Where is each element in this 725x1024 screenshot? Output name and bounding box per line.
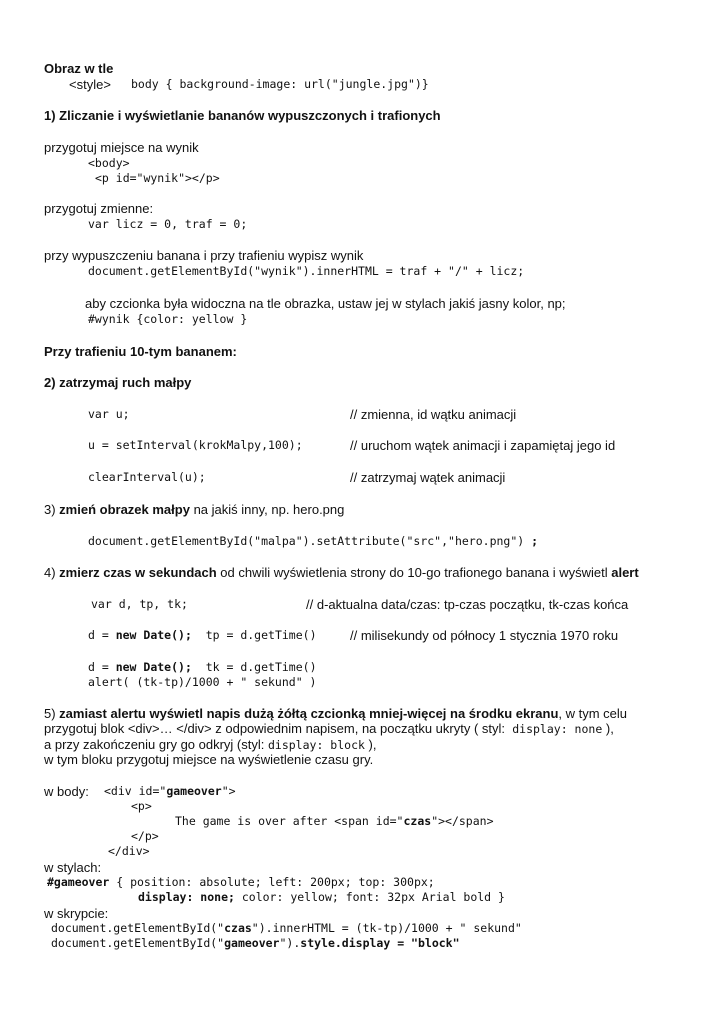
code-gameover-display-block: document.getElementById("gameover").style.display = "block": [51, 936, 460, 950]
code-background-style: body { background-image: url("jungle.jpg")}: [131, 77, 429, 91]
code-tp-gettime: d = new Date(); tp = d.getTime(): [88, 628, 317, 642]
text-reveal-div: a przy zakończeniu gry go odkryj (styl: display: block ),: [44, 737, 377, 752]
comment-milliseconds: // milisekundy od północy 1 stycznia 1970 roku: [350, 628, 619, 643]
code-set-interval: u = setInterval(krokMalpy,100);: [88, 438, 303, 452]
code-p-open: <p>: [131, 799, 152, 813]
heading-section-1: 1) Zliczanie i wyświetlanie bananów wypuszczonych i trafionych: [44, 108, 441, 123]
text-time-place: w tym bloku przygotuj miejsce na wyświetlenie czasu gry.: [44, 752, 374, 767]
comment-clear-interval: // zatrzymaj wątek animacji: [350, 470, 506, 485]
code-var-licz: var licz = 0, traf = 0;: [88, 217, 248, 231]
code-p-wynik: <p id="wynik"></p>: [95, 171, 220, 185]
heading-section-5: 5) zamiast alertu wyświetl napis dużą żółtą czcionką mniej-więcej na środku ekranu, w tym celu: [44, 706, 628, 721]
label-in-script: w skrypcie:: [44, 906, 109, 921]
text-prepare-div: przygotuj blok <div>… </div> z odpowiednim napisem, na początku ukryty ( styl: display: none ),: [44, 721, 614, 736]
code-gameover-style: #gameover { position: absolute; left: 200px; top: 300px;: [47, 875, 435, 889]
code-gameover-display: display: none; color: yellow; font: 32px Arial bold }: [138, 890, 505, 904]
code-wynik-innerhtml: document.getElementById("wynik").innerHTML = traf + "/" + licz;: [88, 264, 525, 278]
code-game-over-span: The game is over after <span id="czas"></span>: [175, 814, 494, 828]
heading-section-3: 3) zmień obrazek małpy na jakiś inny, np. hero.png: [44, 502, 345, 517]
code-div-gameover: <div id="gameover">: [104, 784, 236, 798]
code-p-close: </p>: [131, 829, 159, 843]
code-var-d-tp-tk: var d, tp, tk;: [91, 597, 188, 611]
text-prepare-place: przygotuj miejsce na wynik: [44, 140, 199, 155]
comment-set-interval: // uruchom wątek animacji i zapamiętaj jego id: [350, 438, 616, 453]
code-var-u: var u;: [88, 407, 130, 421]
text-prepare-variables: przygotuj zmienne:: [44, 201, 154, 216]
comment-var-d-tp-tk: // d-aktualna data/czas: tp-czas początku, tk-czas końca: [306, 597, 629, 612]
code-tk-gettime: d = new Date(); tk = d.getTime(): [88, 660, 317, 674]
text-on-release: przy wypuszczeniu banana i przy trafieniu wypisz wynik: [44, 248, 364, 263]
style-tag-text: <style>: [69, 77, 111, 92]
code-set-attribute: document.getElementById("malpa").setAttribute("src","hero.png") ;: [88, 534, 539, 548]
comment-var-u: // zmienna, id wątku animacji: [350, 407, 517, 422]
label-in-styles: w stylach:: [44, 860, 102, 875]
heading-background: Obraz w tle: [44, 61, 114, 76]
code-div-close: </div>: [108, 844, 150, 858]
code-clear-interval: clearInterval(u);: [88, 470, 206, 484]
label-in-body: w body:: [44, 784, 89, 799]
heading-section-4: 4) zmierz czas w sekundach od chwili wyświetlenia strony do 10-go trafionego banana i wyświetl alert: [44, 565, 639, 580]
code-wynik-color: #wynik {color: yellow }: [88, 312, 248, 326]
heading-section-2: 2) zatrzymaj ruch małpy: [44, 375, 192, 390]
code-alert: alert( (tk-tp)/1000 + " sekund" ): [88, 675, 317, 689]
text-font-visible: aby czcionka była widoczna na tle obrazka, ustaw jej w stylach jakiś jasny kolor, np;: [85, 296, 566, 311]
code-body-tag: <body>: [88, 156, 130, 170]
heading-on-tenth-hit: Przy trafieniu 10-tym bananem:: [44, 344, 237, 359]
code-czas-innerhtml: document.getElementById("czas").innerHTML = (tk-tp)/1000 + " sekund": [51, 921, 522, 935]
